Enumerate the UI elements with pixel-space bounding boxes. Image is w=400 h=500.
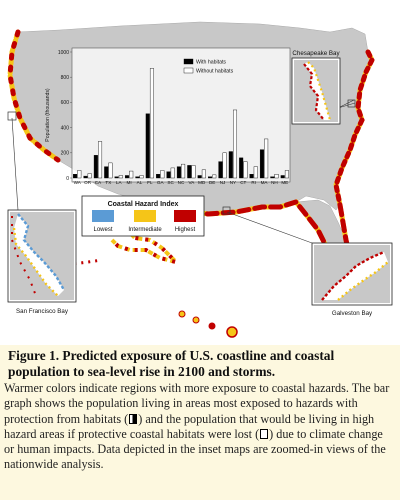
y-tick-label: 1000 xyxy=(57,49,69,56)
bar-without-habitats-or xyxy=(88,174,92,178)
y-tick-label: 400 xyxy=(60,125,69,132)
x-tick-label-md: MD xyxy=(198,180,206,185)
bar-with-habitats-nh xyxy=(271,177,275,178)
bar-with-habitats-la xyxy=(115,177,119,178)
sf-bay-label: San Francisco Bay xyxy=(16,308,68,315)
y-tick-label: 0 xyxy=(66,175,69,182)
bar-with-habitats-mi xyxy=(125,175,129,178)
hazard-legend-title: Coastal Hazard Index xyxy=(107,201,179,208)
bar-without-habitats-ct xyxy=(244,162,248,178)
galveston-inset xyxy=(223,207,392,317)
bar-without-habitats-ca xyxy=(98,141,102,178)
bar-with-habitats-nj xyxy=(219,162,223,178)
x-tick-label-de: DE xyxy=(208,180,216,185)
bar-without-habitats-tx xyxy=(109,163,113,178)
bar-chart-plot-area xyxy=(72,48,290,182)
bar-chart xyxy=(45,48,290,185)
bar-without-habitats-la xyxy=(119,175,123,178)
x-tick-label-ri: RI xyxy=(251,180,256,185)
bar-with-habitats-ri xyxy=(250,174,254,178)
hawaii-map xyxy=(179,311,237,337)
x-tick-label-fl: FL xyxy=(147,180,153,185)
bar-without-habitats-ma xyxy=(264,139,268,178)
x-tick-label-ga: GA xyxy=(156,180,164,185)
figure-caption xyxy=(0,345,400,500)
hazard-index-legend xyxy=(82,196,204,236)
swatch-intermediate xyxy=(134,210,156,222)
x-tick-label-or: OR xyxy=(84,180,92,185)
x-tick-label-al: AL xyxy=(136,180,143,185)
x-tick-label-me: ME xyxy=(281,180,289,185)
bar-with-habitats-ny xyxy=(229,152,233,178)
bar-without-habitats-md xyxy=(202,170,206,178)
x-tick-label-ny: NY xyxy=(229,180,237,185)
bar-with-habitats-ct xyxy=(239,158,243,178)
bar-with-habitats-fl xyxy=(146,114,150,178)
y-tick-label: 800 xyxy=(60,75,69,81)
caption-title: Figure 1. Predicted exposure of U.S. coastline and coastal population to sea-level rise in 2100 and storms. xyxy=(8,348,335,379)
x-tick-label-wa: WA xyxy=(73,180,81,185)
bar-without-habitats-wa xyxy=(77,170,81,178)
x-tick-label-mi: MI xyxy=(126,180,132,185)
bar-with-habitats-md xyxy=(198,175,202,178)
x-tick-label-sc: SC xyxy=(167,180,174,185)
bar-with-habitats-ca xyxy=(94,155,98,178)
x-tick-label-nh: NH xyxy=(271,180,278,185)
bar-with-habitats-va xyxy=(187,165,191,178)
bar-without-habitats-ri xyxy=(254,167,258,178)
bar-with-habitats-wa xyxy=(73,174,77,178)
label-highest: Highest xyxy=(174,227,196,233)
x-tick-label-ma: MA xyxy=(260,180,268,185)
x-tick-label-ct: CT xyxy=(240,180,247,185)
bar-without-habitats-sc xyxy=(171,168,175,178)
y-tick-label: 200 xyxy=(60,150,69,157)
legend-swatch-without-habitats xyxy=(184,68,193,73)
x-tick-label-nc: NC xyxy=(177,180,185,185)
y-tick-label: 600 xyxy=(60,100,69,107)
x-tick-label-va: VA xyxy=(188,180,195,185)
caption-body-part-1: Warmer colors indicate regions with more exposure to coastal hazards. The bar graph shows the population living in areas most exposed to hazards with protection from habitats ( xyxy=(4,381,390,426)
galveston-label: Galveston Bay xyxy=(331,310,373,317)
bar-without-habitats-ny xyxy=(233,110,237,178)
caption-body-part-2: ) and the population that would be living in high hazard areas if protective coastal habitats were lost ( xyxy=(4,411,375,441)
bar-without-habitats-al xyxy=(140,175,144,178)
y-axis-title: Population (thousands) xyxy=(45,88,51,142)
bar-without-habitats-va xyxy=(192,165,196,178)
x-tick-label-nj: NJ xyxy=(219,180,226,185)
bar-with-habitats-or xyxy=(84,176,88,178)
swatch-highest xyxy=(174,210,196,222)
bar-without-habitats-fl xyxy=(150,68,154,178)
without-habitats-bar-icon xyxy=(260,429,268,439)
bar-with-habitats-ma xyxy=(260,150,264,178)
bar-with-habitats-tx xyxy=(104,167,108,178)
bar-with-habitats-ga xyxy=(156,174,160,178)
bar-without-habitats-ga xyxy=(161,170,165,178)
x-tick-label-ca: CA xyxy=(94,180,102,185)
bar-with-habitats-me xyxy=(281,175,285,178)
x-tick-label-tx: TX xyxy=(105,180,112,185)
bar-with-habitats-nc xyxy=(177,167,181,178)
bar-without-habitats-nh xyxy=(275,174,279,178)
bar-with-habitats-de xyxy=(208,177,212,178)
with-habitats-bar-icon xyxy=(129,414,137,424)
legend-label-with-habitats: With habitats xyxy=(196,59,226,66)
caption-body xyxy=(4,381,396,473)
x-tick-label-la: LA xyxy=(115,180,122,185)
bar-with-habitats-sc xyxy=(167,172,171,178)
bar-with-habitats-al xyxy=(136,177,140,178)
bar-without-habitats-me xyxy=(285,170,289,178)
bar-without-habitats-mi xyxy=(129,171,133,178)
legend-label-without-habitats: Without habitats xyxy=(196,68,234,75)
bar-without-habitats-nc xyxy=(181,164,185,178)
label-lowest: Lowest xyxy=(93,227,113,233)
legend-swatch-with-habitats xyxy=(184,59,193,64)
swatch-lowest xyxy=(92,210,114,222)
caption-body-part-3: ) due to climate change or human impacts. Data depicted in the inset maps are zoomed-in views of the nationwide analysis. xyxy=(4,426,386,472)
bar-without-habitats-de xyxy=(212,175,216,178)
bar-without-habitats-nj xyxy=(223,153,227,178)
chesapeake-label: Chesapeake Bay xyxy=(292,50,340,57)
label-intermediate: Intermediate xyxy=(128,227,162,233)
